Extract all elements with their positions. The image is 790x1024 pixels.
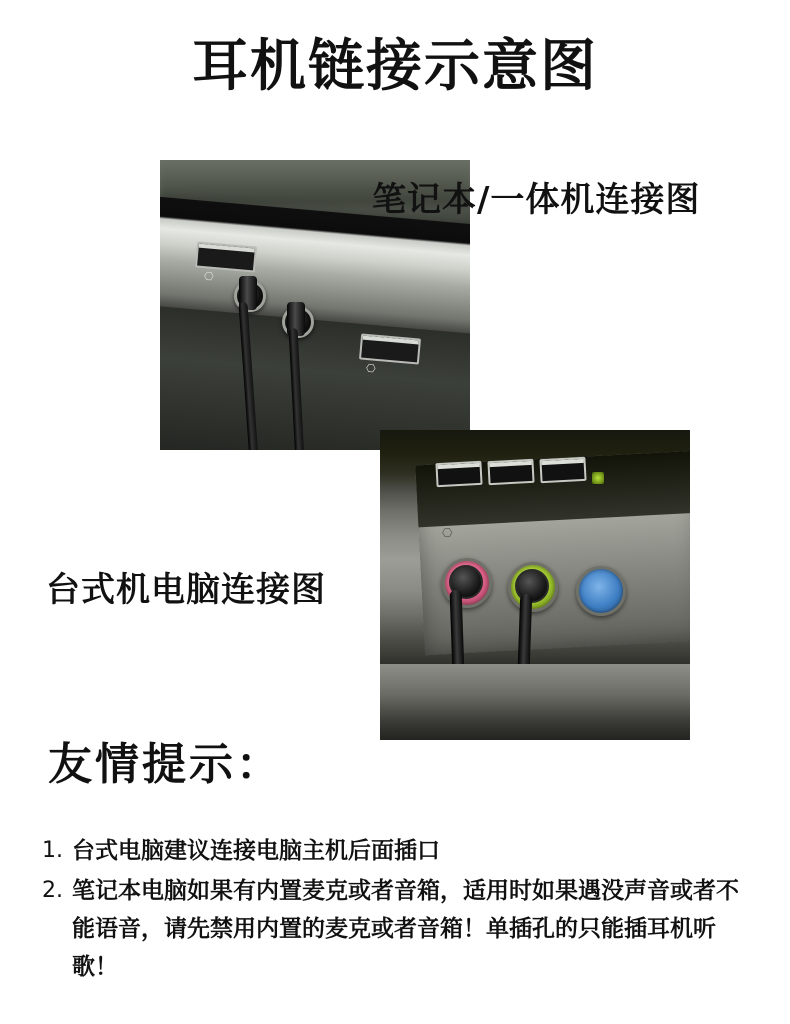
- usb-icon: ⎔: [203, 269, 215, 284]
- usb-icon: ⎔: [365, 361, 377, 376]
- tips-list: [42, 832, 756, 988]
- list-item-text: 笔记本电脑如果有内置麦克或者音箱，适用时如果遇没声音或者不能语音，请先禁用内置的麦克或者音箱！单插孔的只能插耳机听歌！: [72, 878, 739, 980]
- desktop-usb-port-1: [435, 461, 482, 487]
- list-item-text: 台式电脑建议连接电脑主机后面插口: [72, 838, 440, 864]
- power-led-icon: [592, 472, 604, 484]
- desktop-lower-chassis: [380, 664, 690, 740]
- desktop-usb-port-3: [539, 457, 586, 483]
- list-item-number: 2.: [42, 878, 63, 903]
- tips-heading: 友情提示：: [48, 739, 283, 790]
- laptop-diagram-label: 笔记本/一体机连接图: [372, 180, 701, 220]
- usb-icon: ⎔: [441, 525, 453, 541]
- desktop-usb-port-2: [487, 459, 534, 485]
- list-item: [42, 832, 756, 870]
- desktop-connection-photo: [380, 430, 690, 740]
- laptop-usb-port-lower: [359, 333, 421, 364]
- list-item: [42, 872, 756, 986]
- list-item-number: 1.: [42, 838, 63, 863]
- desktop-diagram-label: 台式机电脑连接图: [46, 570, 326, 610]
- laptop-usb-port-upper: [195, 241, 257, 272]
- page-title: 耳机链接示意图: [192, 34, 598, 99]
- line-in-port: [576, 566, 626, 616]
